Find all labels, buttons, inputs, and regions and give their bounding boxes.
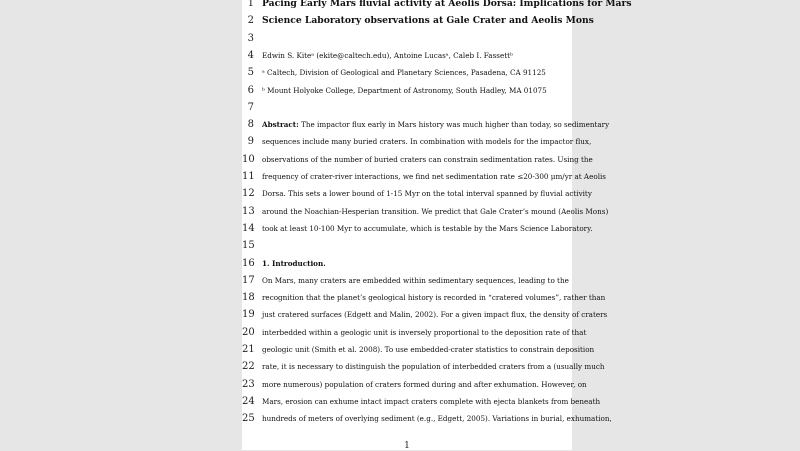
line-text: Dorsa. This sets a lower bound of 1-15 Myr on the total interval spanned by fluvial activity <box>262 189 592 199</box>
line-number: 4 <box>247 49 254 61</box>
manuscript-line <box>242 99 592 116</box>
manuscript-line <box>242 185 592 202</box>
line-number: 23 <box>242 378 255 390</box>
manuscript-line <box>242 203 609 220</box>
line-number: 25 <box>242 413 255 425</box>
manuscript-line <box>242 47 592 64</box>
manuscript-line <box>242 324 592 341</box>
line-number: 20 <box>242 326 255 338</box>
line-text: ᵃ Caltech, Division of Geological and Planetary Sciences, Pasadena, CA 91125 <box>262 68 546 78</box>
abstract-label: Abstract: <box>262 120 299 130</box>
manuscript-line <box>242 30 592 47</box>
line-text: rate, it is necessary to distinguish the population of interbedded craters from a (usually much <box>262 362 605 372</box>
line-text: around the Noachian-Hesperian transition. We predict that Gale Crater’s mound (Aeolis Mons) <box>262 206 609 216</box>
manuscript-line <box>242 151 592 168</box>
line-text: more numerous) population of craters formed during and after exhumation. However, on <box>262 379 587 389</box>
line-number: 15 <box>242 240 255 252</box>
line-number: 21 <box>242 344 255 355</box>
manuscript-line <box>242 64 592 81</box>
manuscript-line <box>242 0 632 12</box>
manuscript-line <box>242 82 592 99</box>
manuscript-line <box>242 237 592 254</box>
line-number: 7 <box>247 101 254 113</box>
manuscript-line <box>242 12 592 29</box>
line-number: 16 <box>242 257 255 269</box>
line-text: Pacing Early Mars fluvial activity at Aeolis Dorsa: Implications for Mars <box>262 0 632 9</box>
line-number: 12 <box>242 188 255 200</box>
line-number: 11 <box>242 171 255 182</box>
manuscript-line <box>242 272 592 289</box>
line-number: 14 <box>242 222 255 234</box>
manuscript-line <box>242 255 592 272</box>
line-text <box>262 116 610 133</box>
manuscript-line <box>242 116 610 133</box>
line-text: hundreds of meters of overlying sediment (e.g., Edgett, 2005). Variations in burial, exhumation, <box>262 414 612 424</box>
manuscript-line <box>242 358 605 375</box>
manuscript-line <box>242 376 592 393</box>
line-number: 3 <box>247 32 254 44</box>
line-number: 24 <box>242 395 255 407</box>
manuscript-line <box>242 168 606 185</box>
line-number: 13 <box>242 205 255 217</box>
line-text: just cratered surfaces (Edgett and Malin, 2002). For a given impact flux, the density of craters <box>262 310 608 320</box>
line-number: 10 <box>242 153 255 165</box>
manuscript-line <box>242 306 608 323</box>
abstract-text: The impactor flux early in Mars history was much higher than today, so sedimentary <box>301 120 610 130</box>
line-text: recognition that the planet’s geological history is recorded in “cratered volumes”, rather than <box>262 293 606 303</box>
manuscript-line <box>242 133 592 150</box>
manuscript-line <box>242 393 601 410</box>
line-number: 18 <box>242 292 255 304</box>
line-text: Mars, erosion can exhume intact impact craters complete with ejecta blankets from beneath <box>262 396 601 406</box>
line-text: ᵇ Mount Holyoke College, Department of Astronomy, South Hadley, MA 01075 <box>262 85 547 95</box>
manuscript-line <box>242 289 606 306</box>
line-text: observations of the number of buried craters can constrain sedimentation rates. Using the <box>262 154 593 164</box>
line-text: Science Laboratory observations at Gale Crater and Aeolis Mons <box>262 15 594 27</box>
line-text: frequency of crater-river interactions, we find net sedimentation rate ≤20-300 μm/yr at Aeolis <box>262 172 606 181</box>
line-number: 6 <box>247 84 254 96</box>
manuscript-line <box>242 341 595 358</box>
line-number: 22 <box>242 361 255 373</box>
line-text: On Mars, many craters are embedded within sedimentary sequences, leading to the <box>262 275 569 285</box>
line-text: geologic unit (Smith et al. 2008). To use embedded-crater statistics to constrain deposition <box>262 345 595 354</box>
line-text: sequences include many buried craters. In combination with models for the impactor flux, <box>262 137 592 147</box>
line-text: Edwin S. Kiteᵃ (ekite@caltech.edu), Antoine Lucasᵃ, Caleb I. Fassettᵇ <box>262 50 513 60</box>
line-text: 1. Introduction. <box>262 258 326 268</box>
line-number: 17 <box>242 274 255 286</box>
line-number: 8 <box>247 119 254 131</box>
page-number: 1 <box>404 441 410 451</box>
manuscript-line <box>242 220 592 237</box>
line-text: interbedded within a geologic unit is inversely proportional to the deposition rate of that <box>262 327 587 337</box>
line-number: 1 <box>247 0 254 9</box>
line-number: 19 <box>242 309 255 321</box>
manuscript-line <box>242 410 612 427</box>
line-text: took at least 10-100 Myr to accumulate, which is testable by the Mars Science Laboratory. <box>262 223 593 233</box>
line-number: 5 <box>247 67 254 79</box>
line-number: 2 <box>247 15 254 27</box>
line-number: 9 <box>247 136 254 148</box>
